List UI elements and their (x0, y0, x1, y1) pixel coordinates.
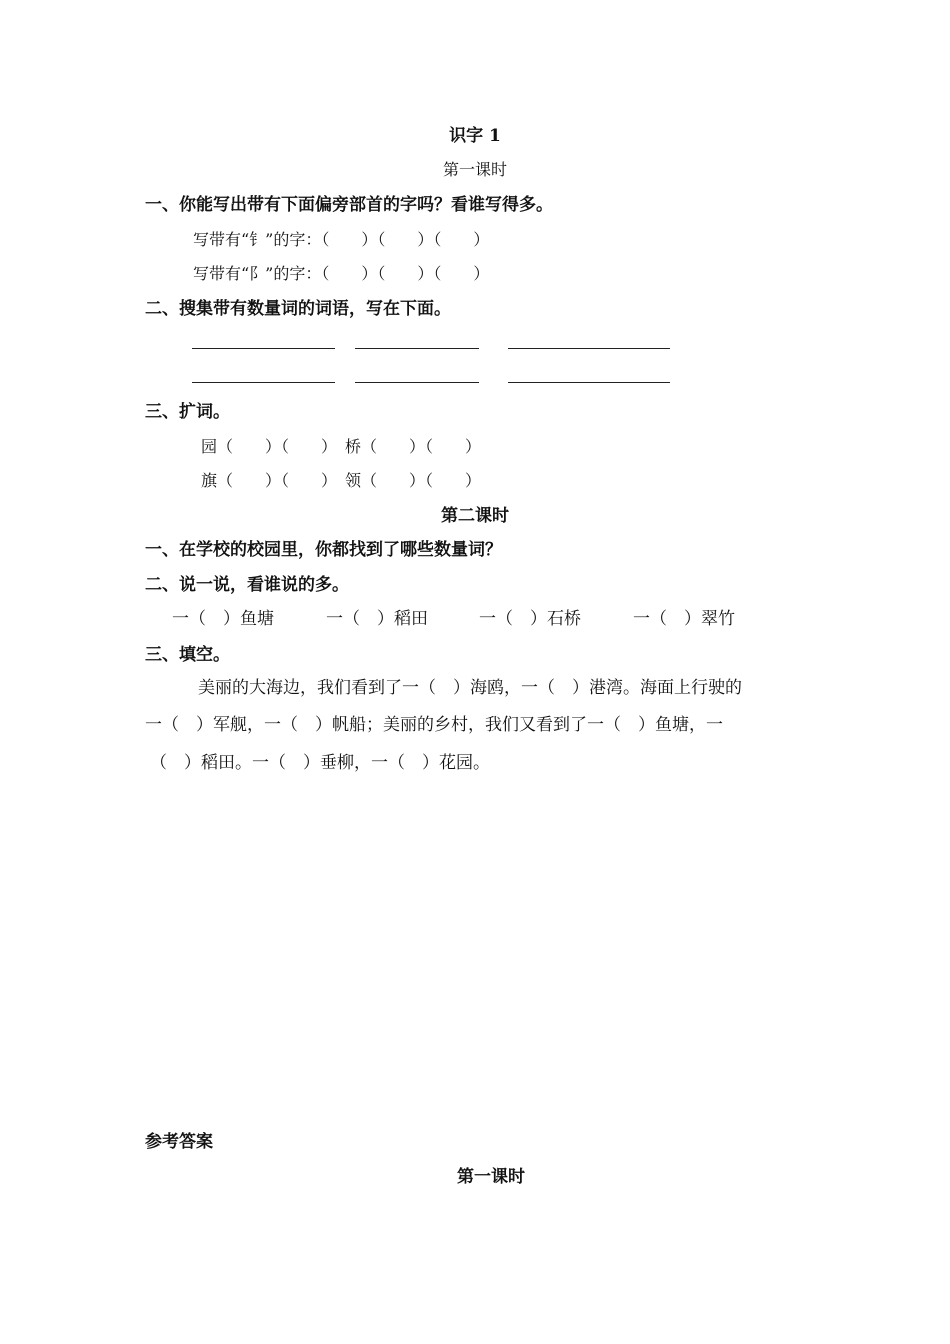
lesson2-q2-item: 一（ ）翠竹 (633, 609, 735, 629)
answer-line (508, 382, 670, 383)
lesson2-q2-item: 一（ ）稻田 (326, 609, 428, 629)
lesson2-q2-item: 一（ ）鱼塘 (172, 609, 274, 629)
lesson1-question3: 三、扩词。 (145, 402, 230, 422)
lesson2-heading: 第二课时 (441, 506, 509, 526)
lesson2-q3-paragraph-line: （ ）稻田。一（ ）垂柳，一（ ）花园。 (150, 753, 490, 773)
answers-lesson1-heading: 第一课时 (457, 1167, 525, 1187)
lesson1-q3-row2: 旗（ ）（ ） 领（ ）（ ） (201, 471, 482, 490)
lesson2-q2-item: 一（ ）石桥 (479, 609, 581, 629)
lesson2-question2: 二、说一说，看谁说的多。 (145, 575, 349, 595)
lesson2-question3: 三、填空。 (145, 645, 230, 665)
lesson2-q3-paragraph-line: 美丽的大海边，我们看到了一（ ）海鸥，一（ ）港湾。海面上行驶的 (198, 678, 742, 698)
answer-line (355, 348, 479, 349)
answer-line (355, 382, 479, 383)
page-title: 识字 1 (449, 126, 501, 146)
lesson1-question2: 二、搜集带有数量词的词语，写在下面。 (145, 299, 451, 319)
answer-line (192, 382, 335, 383)
lesson1-q1-radical2-line: 写带有“阝”的字：（ ）（ ）（ ） (193, 264, 490, 283)
lesson2-question1: 一、在学校的校园里，你都找到了哪些数量词？ (145, 540, 502, 560)
lesson1-heading: 第一课时 (442, 160, 507, 179)
lesson1-q3-row1: 园（ ）（ ） 桥（ ）（ ） (201, 437, 482, 456)
lesson2-q3-paragraph-line: 一（ ）军舰，一（ ）帆船；美丽的乡村，我们又看到了一（ ）鱼塘，一 (145, 715, 723, 735)
answer-line (192, 348, 335, 349)
lesson1-question1: 一、你能写出带有下面偏旁部首的字吗？看谁写得多。 (145, 195, 553, 215)
answer-line (508, 348, 670, 349)
lesson1-q1-radical1-line: 写带有“钅”的字：（ ）（ ）（ ） (193, 230, 490, 249)
answers-label: 参考答案 (145, 1132, 213, 1152)
